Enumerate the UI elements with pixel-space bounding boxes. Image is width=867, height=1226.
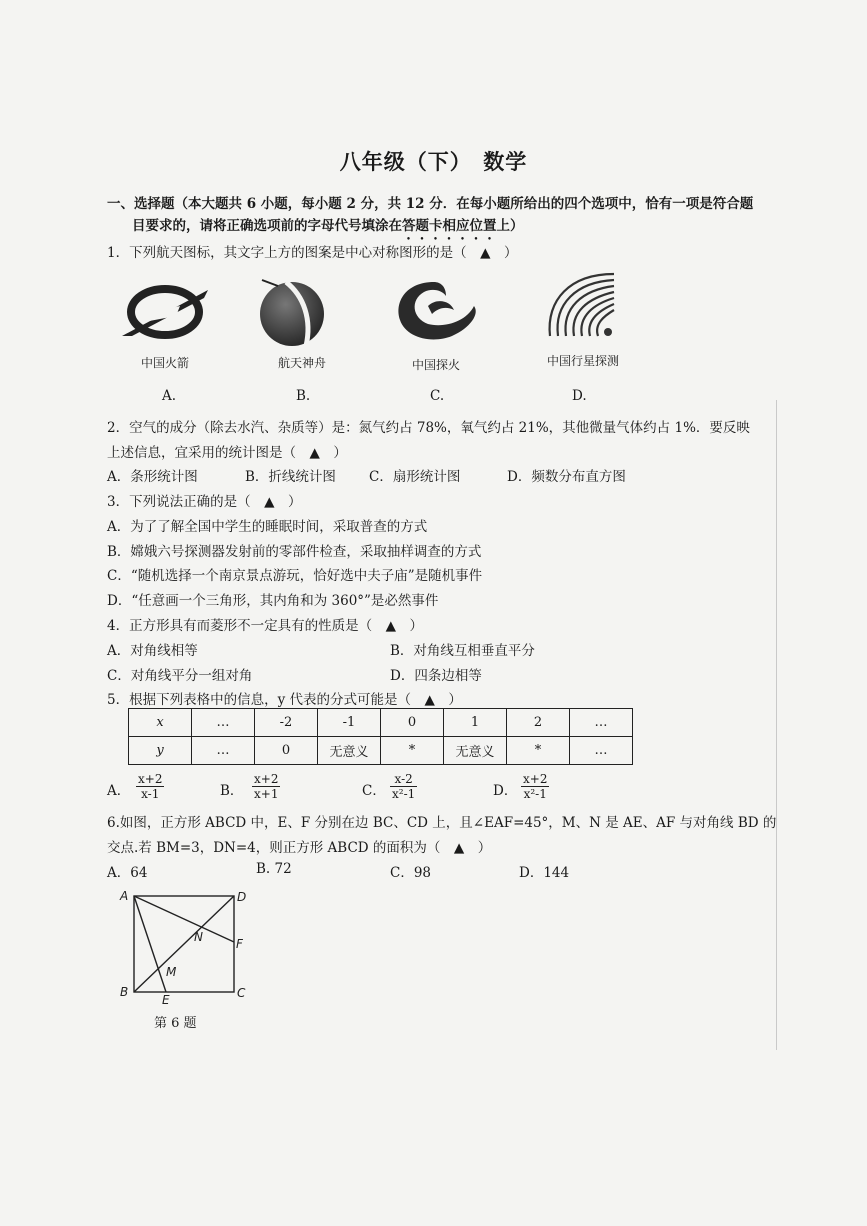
table-cell: …	[570, 737, 633, 765]
table-cell: …	[192, 737, 255, 765]
q6-option-b: B. 72	[256, 861, 292, 877]
q5-stem: 5．根据下列表格中的信息，y 代表的分式可能是（ ▲ ）	[107, 692, 462, 708]
q6-figure-caption: 第 6 题	[154, 1016, 197, 1031]
section1-line2	[132, 214, 524, 243]
q6-option-d: D．144	[519, 865, 570, 881]
table-cell: 无意义	[318, 737, 381, 765]
table-cell: -1	[318, 709, 381, 737]
fraction-numerator: x-2	[390, 772, 417, 787]
label-m: M	[166, 965, 177, 979]
table-cell: -2	[255, 709, 318, 737]
label-b: B	[120, 985, 129, 999]
q6-line1: 6.如图，正方形 ABCD 中，E、F 分别在边 BC、CD 上，且∠EAF=45°，M、N 是 AE、AF 与对角线 BD 的	[107, 815, 777, 831]
q1-stem: 1．下列航天图标，其文字上方的图案是中心对称图形的是（ ▲ ）	[107, 245, 518, 261]
q5-row-x	[129, 709, 633, 737]
q2-option-d: D．频数分布直方图	[507, 469, 626, 485]
page-title: 八年级（下） 数学	[339, 149, 528, 174]
segment-af	[134, 896, 234, 942]
q4-stem: 4．正方形具有而菱形不一定具有的性质是（ ▲ ）	[107, 618, 423, 634]
scan-edge-line	[776, 400, 777, 1050]
table-cell: *	[507, 737, 570, 765]
q6-option-a: A．64	[107, 865, 148, 881]
label-d: D	[237, 890, 247, 904]
q6-line2: 交点.若 BM=3，DN=4，则正方形 ABCD 的面积为（ ▲ ）	[107, 840, 492, 856]
q5-option-b-fraction	[252, 772, 280, 801]
fraction-numerator: x+2	[138, 772, 163, 786]
q4-option-a: A．对角线相等	[107, 643, 198, 659]
table-cell: …	[192, 709, 255, 737]
table-cell: 0	[255, 737, 318, 765]
label-n: N	[194, 930, 203, 944]
table-cell: x	[129, 709, 192, 737]
q1-option-a: A.	[162, 388, 177, 404]
q2-line1: 2．空气的成分（除去水汽、杂质等）是：氮气约占 78%，氧气约占 21%，其他微量气体约占 1%．要反映	[107, 420, 750, 436]
fraction-numerator: x+2	[254, 772, 279, 786]
q4-option-d: D．四条边相等	[390, 668, 482, 684]
fraction-denominator: x²-1	[392, 787, 416, 801]
china-rocket-logo	[118, 284, 212, 340]
label-c: C	[237, 986, 246, 1000]
q1-option-c: C.	[430, 388, 445, 404]
section1-line2-pre: 目要求的，请将正确选项前的字母代号填涂在	[132, 218, 402, 234]
q2-line2: 上述信息，宜采用的统计图是（ ▲ ）	[107, 445, 347, 461]
tianwen-mars-logo	[388, 278, 486, 346]
table-cell: *	[381, 737, 444, 765]
q2-option-a: A．条形统计图	[107, 469, 198, 485]
q3-option-b: B．嫦娥六号探测器发射前的零部件检查，采取抽样调查的方式	[107, 544, 482, 560]
q5-option-d-letter: D．	[493, 783, 518, 799]
q1-option-b: B.	[296, 388, 311, 404]
section1-line2-post: 上）	[496, 218, 524, 234]
logo-caption-d: 中国行星探测	[546, 354, 619, 368]
q3-option-c: C．“随机选择一个南京景点游玩，恰好选中夫子庙”是随机事件	[107, 568, 483, 584]
label-a: A	[120, 889, 129, 903]
q5-option-c-letter: C．	[362, 783, 386, 799]
logo-caption-c: 中国探火	[411, 358, 460, 372]
q1-option-d: D.	[572, 388, 587, 404]
diagonal-bd	[134, 896, 234, 992]
q2-option-c: C．扇形统计图	[369, 469, 461, 485]
table-cell: 0	[381, 709, 444, 737]
label-f: F	[236, 937, 243, 951]
q5-option-d-fraction	[521, 772, 549, 801]
table-cell: 1	[444, 709, 507, 737]
fraction-denominator: x+1	[254, 787, 279, 801]
q4-option-b: B．对角线互相垂直平分	[390, 643, 535, 659]
q3-option-a: A．为了了解全国中学生的睡眠时间，采取普查的方式	[107, 519, 428, 535]
section1-line1: 一、选择题（本大题共 6 小题，每小题 2 分，共 12 分．在每小题所给出的四个选项中，恰有一项是符合题	[107, 196, 754, 212]
q6-option-c: C．98	[390, 865, 432, 881]
fraction-numerator: x+2	[523, 772, 548, 786]
logo-caption-a: 中国火箭	[140, 356, 189, 370]
q2-option-b: B．折线统计图	[245, 469, 336, 485]
q5-option-c-fraction	[390, 772, 417, 801]
q5-row-y	[129, 737, 633, 765]
section1-line2-emph: 答题卡相应位置	[402, 218, 497, 234]
q5-option-a-letter: A．	[107, 783, 131, 799]
q4-option-c: C．对角线平分一组对角	[107, 668, 253, 684]
q3-option-d: D．“任意画一个三角形，其内角和为 360°”是必然事件	[107, 593, 439, 609]
planetary-exploration-logo	[540, 270, 622, 346]
table-cell: …	[570, 709, 633, 737]
fraction-denominator: x²-1	[523, 787, 547, 801]
shenzhou-logo	[256, 276, 328, 348]
label-e: E	[162, 993, 170, 1006]
q5-table	[128, 708, 633, 765]
q5-option-b-letter: B．	[220, 783, 244, 799]
q3-stem: 3．下列说法正确的是（ ▲ ）	[107, 494, 302, 510]
q5-option-a-fraction	[136, 772, 164, 801]
logo-caption-b: 航天神舟	[277, 356, 326, 370]
table-cell: y	[129, 737, 192, 765]
q6-square-figure	[110, 886, 250, 1006]
table-cell: 无意义	[444, 737, 507, 765]
fraction-denominator: x-1	[141, 787, 160, 801]
table-cell: 2	[507, 709, 570, 737]
